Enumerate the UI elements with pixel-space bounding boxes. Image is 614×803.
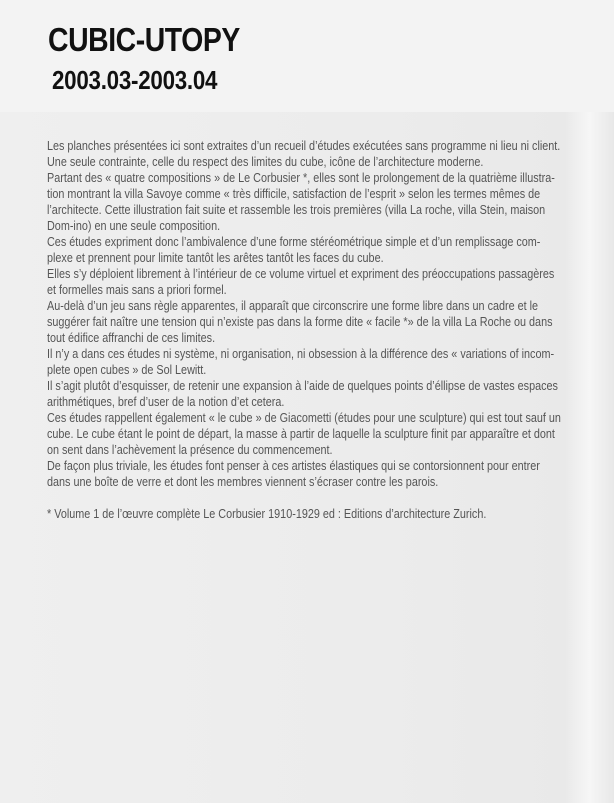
text-line: Les planches présentées ici sont extraites d’un recueil d’études exécutées sans programme ni lieu ni client. xyxy=(47,139,561,153)
text-line: plexe et prennent pour limite tantôt les arêtes tantôt les faces du cube. xyxy=(47,251,384,265)
text-line: Il s’agit plutôt d’esquisser, de retenir une expansion à l’aide de quelques points d’éllipse de vastes espaces xyxy=(47,379,558,393)
text-line: De façon plus triviale, les études font penser à ces artistes élastiques qui se contorsionnent pour entrer xyxy=(47,459,540,473)
footnote: * Volume 1 de l’œuvre complète Le Corbusier 1910-1929 ed : Editions d’architecture Zurich. xyxy=(47,507,487,521)
text-line: plete open cubes » de Sol Lewitt. xyxy=(47,363,207,377)
text-line: Au-delà d’un jeu sans règle apparentes, il apparaît que circonscrire une forme libre dans un cadre et le xyxy=(47,299,539,313)
text-line: tout édifice affranchi de ces limites. xyxy=(47,331,216,345)
text-line: on sent dans l’achèvement la présence du commencement. xyxy=(47,443,333,457)
text-line: Ces études expriment donc l’ambivalence d’une forme stéréométrique simple et d’un remplissage com- xyxy=(47,235,541,249)
body-text xyxy=(47,138,566,490)
text-line: Elles s’y déploient librement à l’intérieur de ce volume virtuel et expriment des préoccupations passagères xyxy=(47,267,555,281)
document-title: CUBIC-UTOPY xyxy=(48,21,240,58)
text-line: Ces études rappellent également « le cube » de Giacometti (études pour une sculpture) qui est tout sauf un xyxy=(47,411,561,425)
text-line: dans une boîte de verre et dont les membres viennent s’écraser contre les parois. xyxy=(47,475,439,489)
text-line: cube. Le cube étant le point de départ, la masse à partir de laquelle la sculpture finit par apparaître et dont xyxy=(47,427,555,441)
text-line: l’architecte. Cette illustration fait suite et rassemble les trois premières (villa La roche, villa Stein, maison xyxy=(47,203,546,217)
text-line: arithmétiques, bref d’user de la notion d’et cetera. xyxy=(47,395,285,409)
text-line: Dom-ino) en une seule composition. xyxy=(47,219,221,233)
text-line: tion montrant la villa Savoye comme « très difficile, satisfaction de l’esprit » selon les termes mêmes de xyxy=(47,187,541,201)
text-line: Une seule contrainte, celle du respect des limites du cube, icône de l’architecture moderne. xyxy=(47,155,484,169)
text-line: suggérer fait naître une tension qui n’existe pas dans la forme dite « facile *» de la villa La Roche ou dans xyxy=(47,315,553,329)
date-range: 2003.03-2003.04 xyxy=(52,65,218,95)
text-line: et formelles mais sans a priori formel. xyxy=(47,283,227,297)
text-line: Partant des « quatre compositions » de Le Corbusier *, elles sont le prolongement de la quatrième illustra- xyxy=(47,171,555,185)
text-line: Il n’y a dans ces études ni système, ni organisation, ni obsession à la différence des « variations of incom- xyxy=(47,347,555,361)
